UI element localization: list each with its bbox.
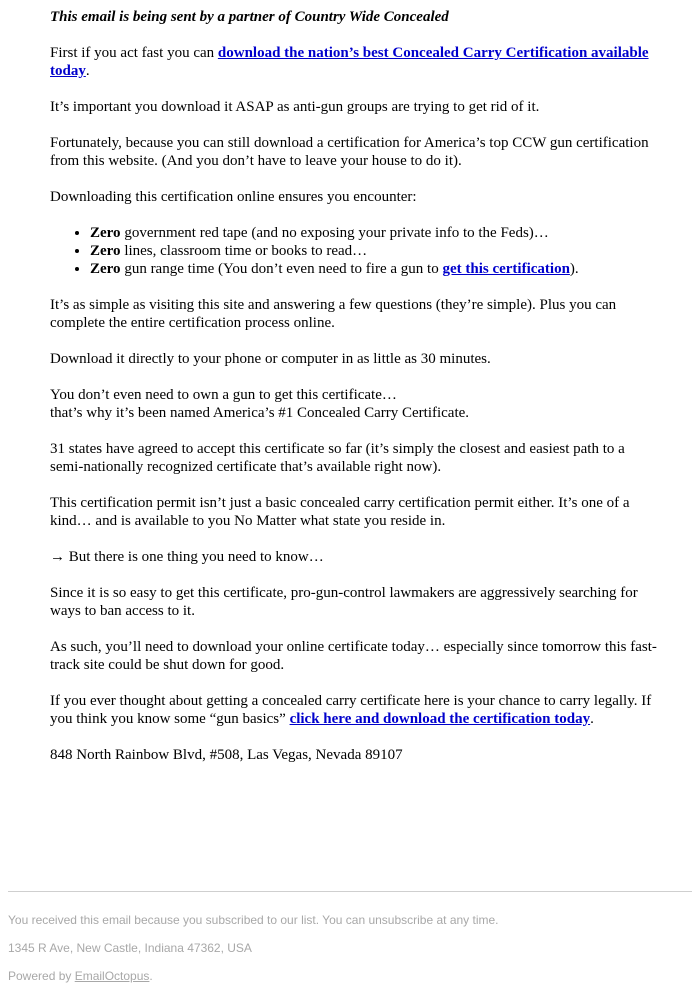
list-item: • Zero government red tape (and no exposing your private info to the Feds)… [90,224,660,242]
footer-address: 1345 R Ave, New Castle, Indiana 47362, USA [8,941,252,955]
sender-address: 848 North Rainbow Blvd, #508, Las Vegas, Nevada 89107 [50,747,403,763]
get-certification-link[interactable]: get this certification [442,261,570,277]
download-certification-today-link[interactable]: click here and download the certification today [289,711,591,727]
paragraph-one-thing: → But there is one thing you need to know… [50,549,324,565]
footer-subscribe-note: You received this email because you subscribed to our list. You can unsubscribe at any time. [8,913,499,927]
paragraph-urgency: It’s important you download it ASAP as anti-gun groups are trying to get rid of it. [50,99,540,115]
paragraph-benefits-intro: Downloading this certification online ensures you encounter: [50,189,417,205]
paragraph-one-of-a-kind: This certification permit isn’t just a basic concealed carry certification permit either. It’s one of a kind… and is available to you No Matter what state you reside in. [50,495,630,529]
download-certification-link[interactable]: download the nation’s best Concealed Carry Certification available today [50,45,649,79]
paragraph-download-offer: First if you act fast you can download the nation’s best Concealed Carry Certification available today. [50,45,649,79]
benefits-list [50,224,660,278]
footer-powered-by: Powered by EmailOctopus. [8,969,153,983]
footer-divider [8,891,692,892]
email-body [50,0,660,782]
paragraph-download-time: Download it directly to your phone or computer in as little as 30 minutes. [50,351,491,367]
paragraph-no-gun-needed: You don’t even need to own a gun to get this certificate… that’s why it’s been named America’s #1 Concealed Carry Certificate. [50,387,470,421]
paragraph-download-today: As such, you’ll need to download your online certificate today… especially since tomorrow this fast-track site could be shut down for good. [50,639,657,673]
emailoctopus-link[interactable]: EmailOctopus [74,969,150,983]
list-item: • Zero lines, classroom time or books to read… [90,242,660,260]
list-item: • Zero gun range time (You don’t even need to fire a gun to get this certification). [90,260,660,278]
paragraph-call-to-action: If you ever thought about getting a concealed carry certificate here is your chance to carry legally. If you think you know some “gun basics” click here and download the certification today. [50,693,652,727]
paragraph-simple: It’s as simple as visiting this site and answering a few questions (they’re simple). Plus you can complete the entire certification process online. [50,297,617,331]
paragraph-fortunately: Fortunately, because you can still download a certification for America’s top CCW gun certification from this website. (And you don’t have to leave your house to do it). [50,135,649,169]
paragraph-states: 31 states have agreed to accept this certificate so far (it’s simply the closest and easiest path to a semi-nationally recognized certificate that’s available right now). [50,441,625,475]
email-intro: This email is being sent by a partner of Country Wide Concealed [50,9,449,25]
paragraph-lawmakers: Since it is so easy to get this certificate, pro-gun-control lawmakers are aggressively searching for ways to ban access to it. [50,585,638,619]
